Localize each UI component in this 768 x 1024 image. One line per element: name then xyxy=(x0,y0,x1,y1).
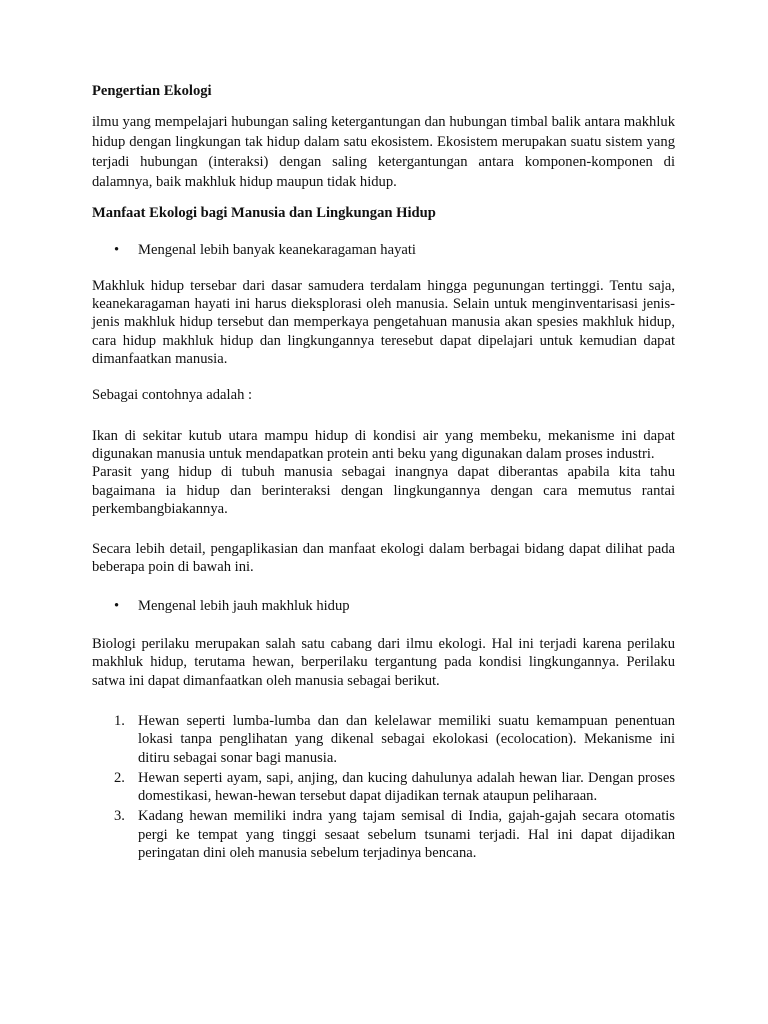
paragraph-behavior: Biologi perilaku merupakan salah satu cabang dari ilmu ekologi. Hal ini terjadi karena perilaku makhluk hidup, terutama hewan, berperilaku tergantung pada kondisi lingkungannya. Perilaku satwa ini dapat dimanfaatkan oleh manusia sebagai berikut. xyxy=(92,636,675,689)
bullet-icon: • xyxy=(114,241,120,258)
list-number: 1. xyxy=(114,712,125,729)
bullet-item-makhluk-hidup xyxy=(92,597,675,615)
heading-manfaat-ekologi: Manfaat Ekologi bagi Manusia dan Lingkungan Hidup xyxy=(92,205,436,222)
paragraph-biodiversity: Makhluk hidup tersebar dari dasar samudera terdalam hingga pegunungan tertinggi. Tentu saja, keanekaragaman hayati ini harus dieksplorasi oleh manusia. Selain untuk menginventarisasi jenis-jenis makhluk hidup tersebut dan memperkaya pengetahuan manusia akan spesies makhluk hidup, cara hidup makhluk hidup dan lingkungannya teresebut dapat dipelajari untuk kemudian dapat dimanfaatkan manusia. xyxy=(92,277,675,368)
list-item xyxy=(92,807,675,862)
numbered-list xyxy=(92,712,675,862)
paragraph-definition: ilmu yang mempelajari hubungan saling ketergantungan dan hubungan timbal balik antara makhluk hidup dengan lingkungan tak hidup dalam satu ekosistem. Ekosistem merupakan suatu sistem yang terjadi hubungan (interaksi) dengan saling ketergantungan antara komponen-komponen di dalamnya, baik makhluk hidup maupun tidak hidup. xyxy=(92,114,675,191)
list-number: 2. xyxy=(114,769,125,786)
heading-pengertian-ekologi: Pengertian Ekologi xyxy=(92,83,212,99)
paragraph-example-intro: Sebagai contohnya adalah : xyxy=(92,387,253,404)
bullet-item-keanekaragaman xyxy=(92,241,675,259)
list-item xyxy=(92,769,675,806)
list-item xyxy=(92,712,675,767)
bullet-icon: • xyxy=(114,597,120,614)
paragraph-detail-intro: Secara lebih detail, pengaplikasian dan manfaat ekologi dalam berbagai bidang dapat dilihat pada beberapa poin di bawah ini. xyxy=(92,541,675,576)
paragraph-parasite-example: Parasit yang hidup di tubuh manusia sebagai inangnya dapat diberantas apabila kita tahu bagaimana ia hidup dan berinteraksi dengan lingkungannya dengan cara memutus rantai perkembangbiakannya. xyxy=(92,464,675,517)
paragraph-fish-example: Ikan di sekitar kutub utara mampu hidup di kondisi air yang membeku, mekanisme ini dapat digunakan manusia untuk mendapatkan protein anti beku yang digunakan dalam proses industri. xyxy=(92,427,675,462)
list-number: 3. xyxy=(114,808,125,825)
bullet-text: Mengenal lebih jauh makhluk hidup xyxy=(138,597,350,614)
document-page xyxy=(92,82,675,864)
list-text: Hewan seperti lumba-lumba dan dan kelelawar memiliki suatu kemampuan penentuan lokasi tanpa penglihatan yang dikenal sebagai ekolokasi (ecolocation). Mekanisme ini ditiru sebagai sonar bagi manusia. xyxy=(138,712,675,766)
bullet-text: Mengenal lebih banyak keanekaragaman hayati xyxy=(138,241,416,258)
list-text: Hewan seperti ayam, sapi, anjing, dan kucing dahulunya adalah hewan liar. Dengan proses domestikasi, hewan-hewan tersebut dapat dijadikan ternak ataupun peliharaan. xyxy=(138,769,675,805)
list-text: Kadang hewan memiliki indra yang tajam semisal di India, gajah-gajah secara otomatis pergi ke tempat yang tinggi sesaat sebelum tsunami terjadi. Hal ini dapat dijadikan peringatan dini oleh manusia sebelum terjadinya bencana. xyxy=(138,808,675,862)
